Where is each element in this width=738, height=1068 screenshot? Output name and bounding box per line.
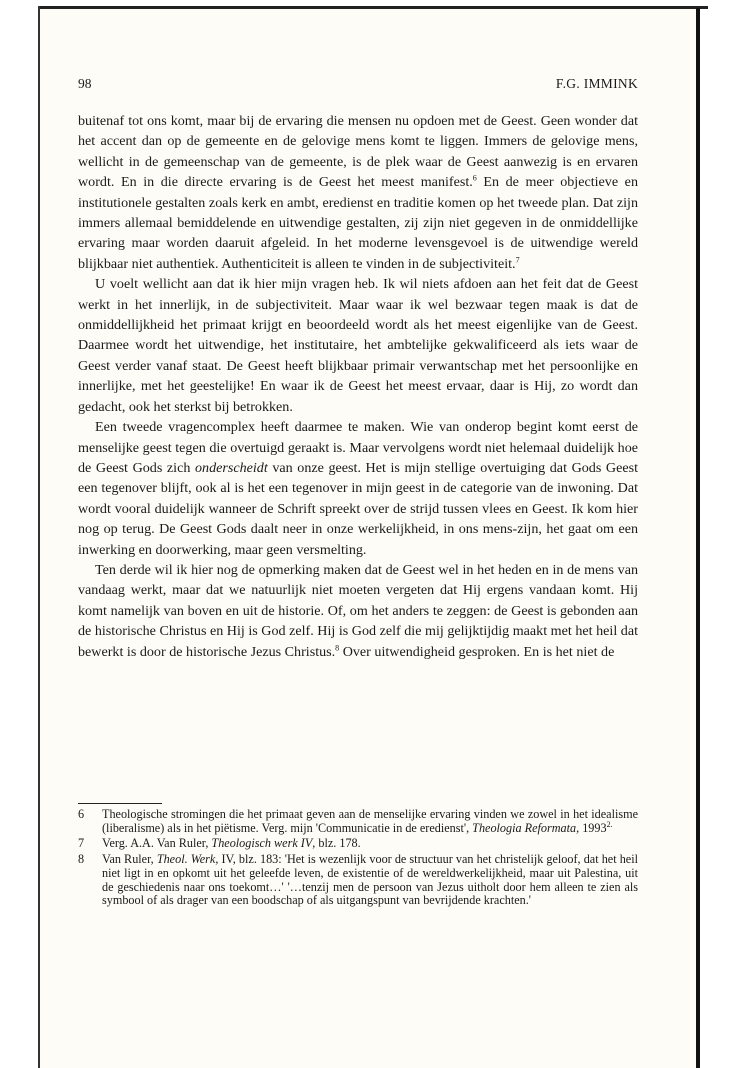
text-run: IV, blz. 183: 'Het is wezenlijk voor de structuur van het christelijk geloof, dat het heil niet ligt in en opkomt uit het geleefde leven, de existentie of de wereldwerkelijkheid, maar uit Palestina, uit de geschiedenis naar ons toekomt…' '…tenzij men de persoon van Jezus uitholt door hem alleen te zien als symbool of als drager van een boodschap of als uitgangspunt van bevrijdende krachten.': [102, 851, 638, 908]
text-run: Van Ruler,: [102, 851, 157, 866]
text-run: En de meer objectieve en institutionele gestalten zoals kerk en ambt, eredienst en traditie komen op het tweede plan. Dat zijn immers allemaal bemiddelende en uitwendige gestalten, zij zijn niet gegeven in de onmiddellijke ervaring maar worden daaruit afgeleid. In het moderne levensgevoel is de uitwendige wereld blijkbaar niet authentiek. Authenticiteit is alleen te vinden in de subjectiviteit.: [78, 174, 638, 272]
footnote-rule: [78, 803, 162, 804]
emphasis: onderscheidt: [194, 459, 268, 476]
footnote-ref-7: 7: [515, 255, 520, 265]
footnote-7: [78, 837, 638, 851]
footnote-text: [102, 808, 638, 836]
paragraph-1: [78, 111, 638, 274]
text-run: buitenaf tot ons komt, maar bij de ervaring die mensen nu opdoen met de Geest. Geen wonder dat het accent dan op de gemeente en de gelovige mens komt te liggen. Immers de gelovige mens, wellicht in de gemeenschap van de gemeente, is de plek waar de Geest aanwezig is en ervaren wordt. En in die directe ervaring is de Geest het meest manifest.: [78, 113, 638, 191]
italic-title: Theologia Reformata,: [472, 820, 580, 835]
text-run: , blz. 178.: [312, 836, 361, 851]
footnote-number: 8: [78, 851, 85, 866]
footnotes: [78, 808, 638, 910]
scan-edge-right: [696, 8, 700, 1068]
footnote-text: [102, 837, 638, 851]
footnote-ref-6: 6: [472, 173, 477, 183]
footnote-number: 6: [78, 807, 85, 821]
paragraph-4: [78, 560, 638, 662]
footnote-number: 7: [78, 836, 85, 851]
page-number: 98: [78, 76, 92, 91]
footnote-ref-8: 8: [335, 642, 340, 652]
text-run: van onze geest. Het is mijn stellige overtuiging dat Gods Geest een tegenover blijft, ook al is het een tegenover in mijn geest in de categorie van de inwoning. Dat wordt vooral duidelijk wanneer de Schrift spreekt over de strijd tussen vlees en Geest. Ik kom hier nog op terug. De Geest Gods daalt neer in onze werkelijkheid, in ons mens-zijn, het gaat om een inwerking en doorwerking, maar geen versmelting.: [78, 459, 638, 558]
italic-title: Theologisch werk IV: [211, 836, 313, 851]
text-run: Een tweede vragencomplex heeft daarmee te maken. Wie van onderop begint komt eerst de menselijke geest tegen die overtuigd geraakt is. Maar vervolgens wordt niet helemaal duidelijk hoe de Geest Gods zich: [78, 419, 638, 476]
text-run: Ten derde wil ik hier nog de opmerking maken dat de Geest wel in het heden en in de mens van vandaag werkt, maar dat we natuurlijk niet moeten vergeten dat Hij ergens vandaan komt. Hij komt namelijk van boven en uit de historie. Of, om het anders te zeggen: de Geest is gebonden aan de historische Christus en Hij is God zelf. Hij is God zelf die mij gelijktijdig maakt met het heil dat bewerkt is door de historische Jezus Christus.: [78, 561, 638, 660]
footnote-6: [78, 808, 638, 836]
footnote-text: [102, 853, 638, 909]
text-run: 1993: [579, 820, 607, 835]
text-run: Over uitwendigheid gesproken. En is het niet de: [339, 643, 615, 660]
italic-title: Theol. Werk,: [156, 851, 219, 866]
body-text: [78, 111, 638, 662]
text-run: Verg. A.A. Van Ruler,: [102, 836, 212, 851]
superscript: 2.: [606, 819, 613, 829]
footnote-8: [78, 853, 638, 909]
paragraph-2: [78, 274, 638, 417]
text-run: U voelt wellicht aan dat ik hier mijn vragen heb. Ik wil niets afdoen aan het feit dat de Geest werkt in het innerlijk, in de subjectiviteit. Maar waar ik wel bezwaar tegen maak is dat de onmiddellijkheid het primaat krijgt en beoordeeld wordt als het meest eigenlijke van de Geest. Daarmee wordt het uitwendige, het institutaire, het ambtelijke gekwalificeerd als iets waar de Geest verder vanaf staat. De Geest heeft blijkbaar primair verwantschap met het persoonlijke en innerlijke, met het geestelijke! En waar ik de Geest het meest ervaar, daar is Hij, zo wordt dan gedacht, ook het sterkst bij betrokken.: [78, 276, 638, 415]
text-run: Theologische stromingen die het primaat geven aan de menselijke ervaring vinden we zowel in het idealisme (liberalisme) als in het piëtisme. Verg. mijn 'Communicatie in de eredienst',: [102, 807, 638, 835]
running-head: F.G. IMMINK: [555, 76, 638, 91]
page-header: [78, 76, 638, 96]
paragraph-3: [78, 417, 638, 560]
